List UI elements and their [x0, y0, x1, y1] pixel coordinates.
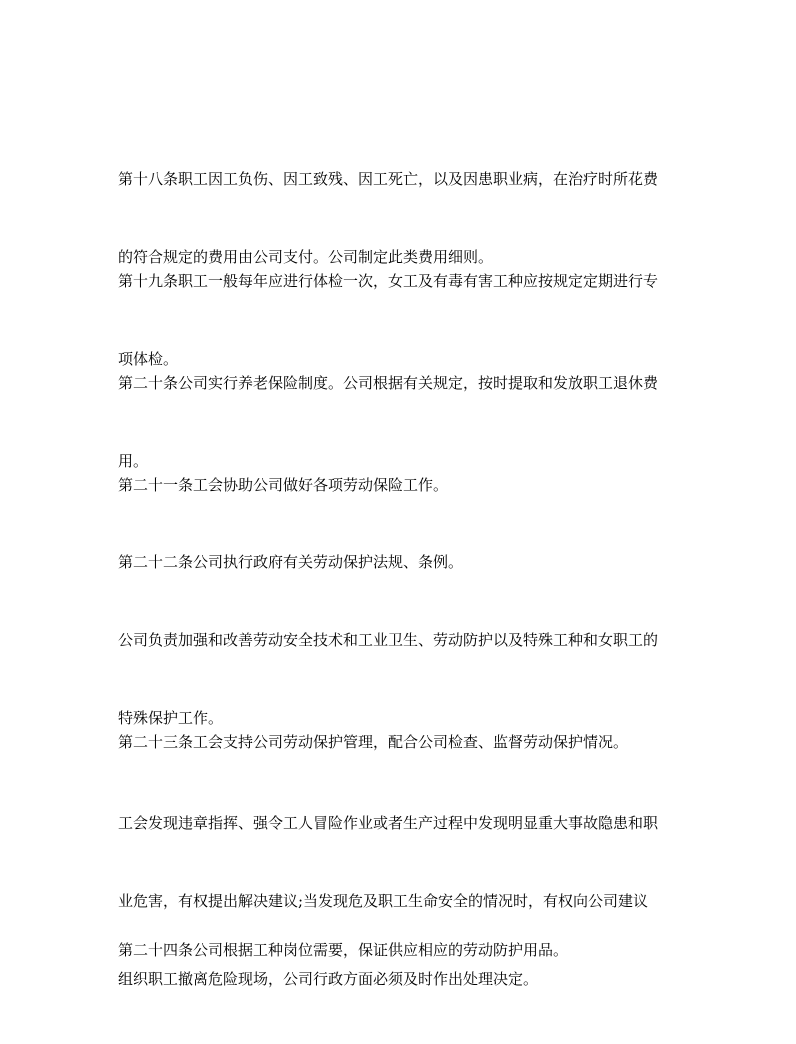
text-line: 项体检。	[118, 350, 179, 368]
text-line: 第十九条职工一般每年应进行体检一次，女工及有毒有害工种应按规定定期进行专	[118, 272, 659, 290]
text-line: 第十八条职工因工负伤、因工致残、因工死亡，以及因患职业病，在治疗时所花费	[118, 170, 659, 188]
text-line: 特殊保护工作。	[118, 709, 224, 727]
text-line: 业危害，有权提出解决建议;当发现危及职工生命安全的情况时，有权向公司建议	[118, 892, 649, 910]
text-line: 用。	[118, 452, 149, 470]
text-line: 第二十一条工会协助公司做好各项劳动保险工作。	[118, 476, 449, 494]
text-line: 工会发现违章指挥、强令工人冒险作业或者生产过程中发现明显重大事故隐患和职	[118, 814, 659, 832]
text-line: 的符合规定的费用由公司支付。公司制定此类费用细则。	[118, 248, 494, 266]
text-line: 公司负责加强和改善劳动安全技术和工业卫生、劳动防护以及特殊工种和女职工的	[118, 631, 659, 649]
text-line: 第二十条公司实行养老保险制度。公司根据有关规定，按时提取和发放职工退休费	[118, 374, 659, 392]
text-line: 组织职工撤离危险现场，公司行政方面必须及时作出处理决定。	[118, 970, 539, 988]
paragraph-article-24	[118, 885, 684, 1015]
text-line: 第二十三条工会支持公司劳动保护管理，配合公司检查、监督劳动保护情况。	[118, 733, 629, 751]
text-line: 第二十二条公司执行政府有关劳动保护法规、条例。	[118, 553, 464, 571]
text-line: 第二十四条公司根据工种岗位需要，保证供应相应的劳动防护用品。	[118, 941, 569, 959]
